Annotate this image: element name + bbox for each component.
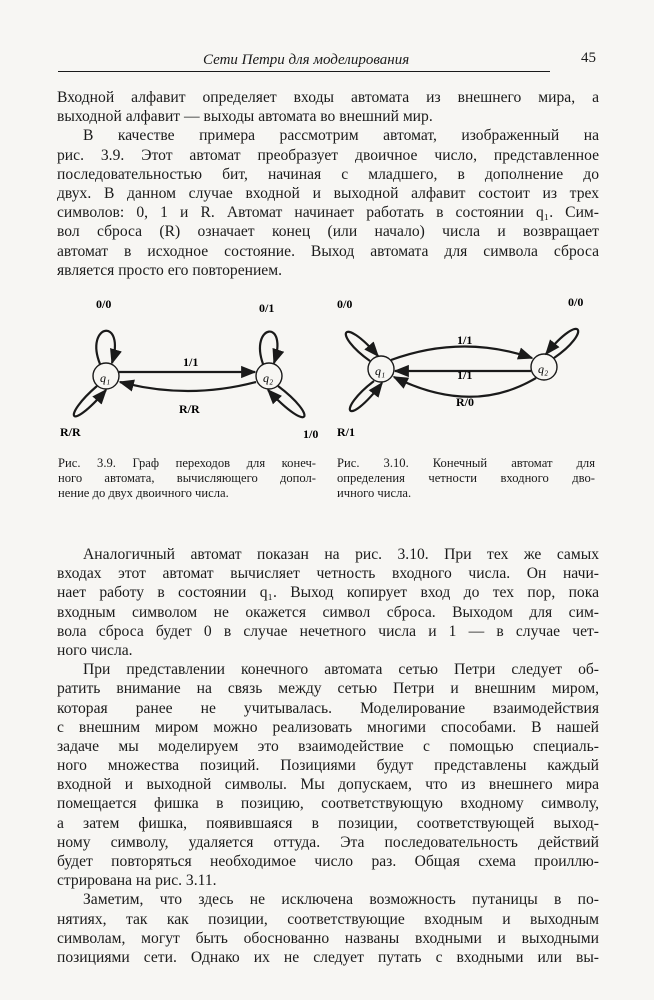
figure-3-9-state-graph — [56, 298, 331, 443]
state-q1-label: q₁ — [100, 371, 111, 385]
text-line: а затем фишка, появившаяся в позиции, соответствующей выход- — [57, 814, 599, 832]
loop-q2-bottom-label: 1/0 — [303, 427, 319, 441]
loop-q1-bottom-label: R/R — [60, 425, 81, 439]
running-header — [58, 52, 598, 72]
text-line: последовательностью бит, начиная с младшего, в дополнение до — [57, 165, 599, 183]
text-line: помещается фишка в позицию, соответствующую входному символу, — [57, 795, 599, 813]
figure-3-10-state-graph — [334, 295, 599, 443]
text-line: Заметим, что здесь не исключена возможность путаницы в по- — [83, 891, 599, 909]
loop-q2-top-label: 0/0 — [568, 295, 584, 309]
text-line: входным символом не окажется символ сброса. Выходом для сим- — [57, 603, 599, 621]
text-line: стрирована на рис. 3.11. — [57, 872, 217, 890]
page-number: 45 — [581, 50, 596, 66]
arc-bottom-label: R/0 — [456, 395, 474, 409]
header-rule — [58, 71, 550, 72]
arc-middle-label: 1/1 — [457, 368, 473, 382]
text-line: Входной алфавит определяет входы автомата из внешнего мира, а — [57, 89, 599, 106]
loop-q1-bottom — [350, 381, 382, 411]
text-line: задаче мы моделируем это взаимодействие с помощью специаль- — [57, 737, 599, 755]
text-line: нает работу в состоянии q₁. Выход копирует вход до тех пор, пока — [57, 584, 599, 602]
loop-q1-bottom-label: R/1 — [337, 425, 355, 439]
text-line: двух. В данном случае входной и выходной алфавит состоит из трех — [57, 184, 599, 202]
state-q2-label: q₂ — [263, 371, 274, 385]
loop-q2-bottom — [268, 386, 304, 417]
loop-q2-top — [260, 332, 277, 364]
text-line: При представлении конечного автомата сетью Петри следует об- — [83, 661, 599, 679]
text-line: ному символу, удаляется оттуда. Эта последовательность действий — [57, 833, 599, 851]
state-q1-label: q₁ — [375, 364, 386, 378]
running-title: Сети Петри для моделирования — [203, 52, 410, 68]
loop-q1-bottom — [74, 386, 106, 416]
text-line: автомат в исходное состояние. Выход автомата для символа сброса — [57, 242, 599, 260]
loop-q2-top — [546, 329, 578, 358]
caption-line: ичного числа. — [337, 486, 412, 500]
text-line: В качестве примера рассмотрим автомат, изображенный на — [83, 127, 599, 145]
text-line: входной и выходной символы. Мы допускаем, что из внешнего мира — [57, 776, 599, 794]
caption-line: Рис. 3.9. Граф переходов для конеч- — [58, 456, 316, 470]
text-line: которая ранее не учитывалась. Моделирование взаимодействия — [57, 699, 599, 717]
text-line: вола сброса будет 0 в случае нечетного числа и 1 — в случае чет- — [57, 622, 599, 640]
text-line: символов: 0, 1 и R. Автомат начинает работать в состоянии q₁. Сим- — [57, 204, 599, 222]
state-q2-label: q₂ — [538, 362, 549, 376]
arc-q2-to-q1 — [120, 382, 256, 391]
caption-line: нение до двух двоичного числа. — [58, 486, 229, 500]
text-line: с внешним миром можно реализовать многими способами. В нашей — [57, 718, 599, 736]
figure-3-10-svg — [334, 295, 599, 443]
text-line: выходной алфавит — выходы автомата во внешний мир. — [57, 108, 433, 126]
figure-3-9-svg — [56, 298, 331, 443]
text-line: будет повторяться необходимое число раз. Общая схема проиллю- — [57, 853, 599, 870]
text-line: является просто его повторением. — [57, 261, 282, 279]
figure-3-9-caption — [58, 456, 316, 501]
text-line: рис. 3.9. Этот автомат преобразует двоичное число, представленное — [57, 146, 599, 164]
text-block-bottom — [57, 545, 599, 967]
text-line: символам, могут быть обоснованно названы входными и выходными — [57, 929, 599, 947]
text-line: ного множества позиций. Позициями будут представлены каждый — [57, 757, 599, 775]
text-line: ного числа. — [57, 641, 133, 659]
arc-forward-label: 1/1 — [183, 355, 199, 369]
caption-line: Рис. 3.10. Конечный автомат для — [337, 456, 595, 470]
text-line: позициями сети. Однако их не следует путать с входными или вы- — [57, 948, 599, 966]
arc-back-label: R/R — [179, 402, 200, 416]
text-line: ратить внимание на связь между сетью Петри и внешним миром, — [57, 680, 599, 698]
text-line: нятиях, так как позиции, соответствующие входным и выходным — [57, 910, 599, 928]
caption-line: ного автомата, вычисляющего допол- — [58, 471, 316, 485]
text-line: Аналогичный автомат показан на рис. 3.10. При тех же самых — [83, 546, 599, 563]
caption-line: определения четности входного дво- — [337, 471, 595, 485]
text-line: входах этот автомат вычисляет четность входного числа. Он начи- — [57, 565, 599, 583]
loop-q1-top-label: 0/0 — [96, 297, 112, 311]
text-block-top — [57, 88, 599, 280]
loop-q1-top-label: 0/0 — [337, 297, 353, 311]
loop-q1-top — [346, 332, 378, 361]
arc-top-label: 1/1 — [457, 333, 473, 347]
loop-q1-top — [96, 331, 115, 364]
text-line: вол сброса (R) означает конец (или начало) числа и возвращает — [57, 223, 599, 241]
arc-q1-to-q2-top — [391, 346, 532, 360]
loop-q2-top-label: 0/1 — [259, 301, 275, 315]
figure-3-10-caption — [337, 456, 595, 501]
